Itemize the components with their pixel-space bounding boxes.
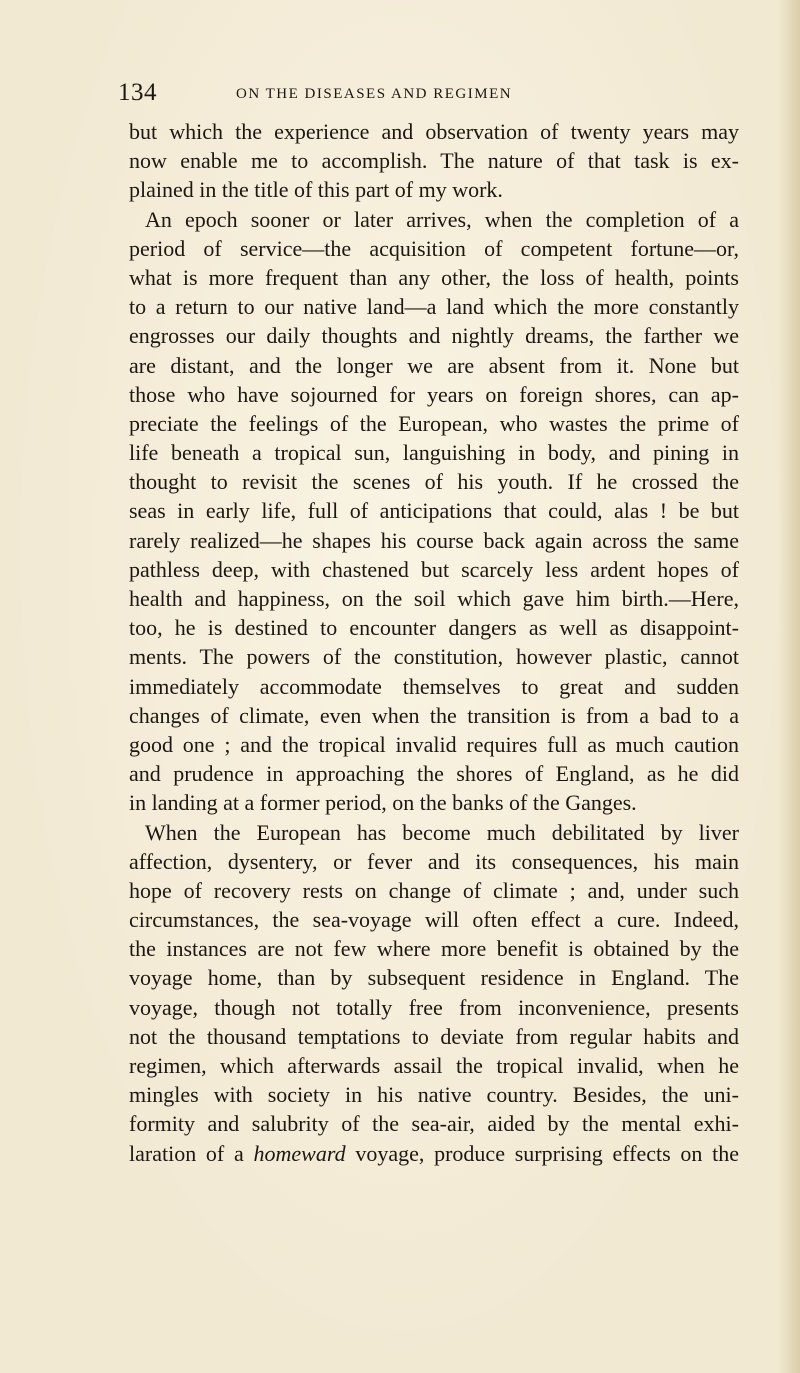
text-line: rarely realized—he shapes his course back again across the same [129, 527, 739, 553]
text-line: those who have sojourned for years on foreign shores, can ap- [129, 381, 739, 407]
text-line: to a return to our native land—a land which the more constantly [129, 294, 739, 320]
text-line: affection, dysentery, or fever and its consequences, his main [129, 848, 739, 874]
text-line: not the thousand temptations to deviate from regular habits and [129, 1023, 739, 1049]
text-line: preciate the feelings of the European, who wastes the prime of [129, 410, 739, 436]
text-line: pathless deep, with chastened but scarcely less ardent hopes of [129, 556, 739, 582]
text-line: seas in early life, full of anticipations that could, alas ! be but [129, 498, 739, 524]
text-line: too, he is destined to encounter dangers as well as disappoint- [129, 615, 739, 641]
text-line: but which the experience and observation of twenty years may [129, 119, 739, 144]
body-text [129, 117, 739, 1168]
text-segment: laration of a [129, 1140, 244, 1166]
text-line: ments. The powers of the constitution, however plastic, cannot [129, 644, 739, 670]
text-line [129, 1139, 739, 1168]
text-segment: voyage, produce surprising effects on the [355, 1140, 740, 1166]
text-line: now enable me to accomplish. The nature of that task is ex- [129, 148, 739, 174]
text-line: voyage, though not totally free from inconvenience, presents [129, 994, 739, 1020]
text-line: life beneath a tropical sun, languishing in body, and pining in [129, 440, 739, 466]
text-line: voyage home, than by subsequent residence in England. The [129, 965, 739, 991]
text-line: are distant, and the longer we are absent from it. None but [129, 352, 739, 378]
page-edge-shadow [778, 0, 800, 1373]
text-line: mingles with society in his native country. Besides, the uni- [129, 1082, 739, 1108]
text-line: what is more frequent than any other, the loss of health, points [129, 264, 739, 290]
text-line: An epoch sooner or later arrives, when the completion of a [145, 206, 739, 232]
text-line: hope of recovery rests on change of climate ; and, under such [129, 877, 739, 903]
text-line: engrosses our daily thoughts and nightly dreams, the farther we [129, 323, 739, 349]
text-line: good one ; and the tropical invalid requires full as much caution [129, 731, 739, 757]
text-line: immediately accommodate themselves to great and sudden [129, 673, 739, 699]
text-line: changes of climate, even when the transition is from a bad to a [129, 702, 739, 728]
text-line: in landing at a former period, on the banks of the Ganges. [129, 790, 637, 816]
page-header [118, 78, 720, 108]
text-line: When the European has become much debilitated by liver [145, 819, 739, 845]
text-line: circumstances, the sea-voyage will often effect a cure. Indeed, [129, 907, 739, 933]
italic-word: homeward [253, 1140, 346, 1166]
text-line: period of service—the acquisition of competent fortune—or, [129, 235, 739, 261]
text-line: regimen, which afterwards assail the tropical invalid, when he [129, 1053, 739, 1078]
page-number: 134 [118, 79, 157, 106]
text-line: health and happiness, on the soil which gave him birth.—Here, [129, 586, 739, 611]
running-head: ON THE DISEASES AND REGIMEN [236, 86, 513, 102]
text-line: formity and salubrity of the sea-air, aided by the mental exhi- [129, 1111, 739, 1137]
text-line: and prudence in approaching the shores of England, as he did [129, 761, 739, 787]
text-line: plained in the title of this part of my work. [129, 177, 503, 203]
text-line: the instances are not few where more benefit is obtained by the [129, 936, 739, 962]
text-line: thought to revisit the scenes of his youth. If he crossed the [129, 469, 739, 495]
